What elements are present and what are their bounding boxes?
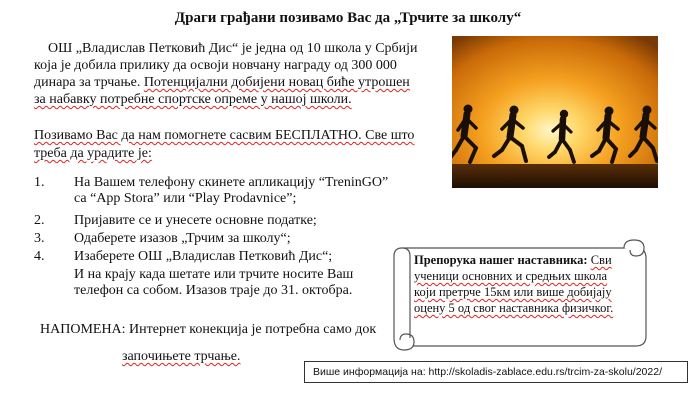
- step-number: 3.: [34, 231, 45, 246]
- recommendation-text-block: [414, 252, 628, 316]
- intro-paragraph: [34, 40, 424, 108]
- invite-paragraph: Позивамо Вас да нам помогнете сасвим БЕСПЛАТНО. Све што треба да урадите је:: [34, 128, 415, 161]
- more-info-box: [304, 361, 688, 383]
- step-number: 2.: [34, 213, 45, 228]
- more-info-link[interactable]: http://skoladis-zablace.edu.rs/trcim-za-skolu/2022/: [428, 366, 662, 378]
- step-text: Пријавите се и унесете основне податке;: [74, 213, 317, 228]
- note-line-1: НАПОМЕНА: Интернет конекција је потребна само док: [40, 322, 377, 337]
- step-text: И на крају када шетате или трчите носите Ваш телефон са собом. Изазов траје до 31. октобра.: [74, 267, 354, 298]
- step-text: На Вашем телефону скинете апликацију “TreninGO” са “App Stora” или “Play Prodavnice”;: [74, 175, 389, 206]
- note-line-2: започињете трчање.: [122, 349, 241, 364]
- recommendation-label: Препорука нашег наставника:: [414, 253, 588, 267]
- runners-photo: [452, 36, 658, 188]
- more-info-label: Више информација на:: [313, 366, 426, 378]
- intro-text-1: ОШ „Владислав Петковић Дис“ је једна од 10 школа у Србији која је добила прилику да освоји новчану награду од 300 000 динара за трчање.: [34, 41, 418, 90]
- recommendation-text: Сви ученици основних и средњих школа који претрче 15км или више добијају оцену 5 од свог наставника физичког.: [414, 253, 614, 315]
- intro-text-2: Потенцијални добијени новац биће утрошен за набавку потребне спортске опреме у нашој школи.: [34, 75, 410, 107]
- step-number: 4.: [34, 249, 45, 264]
- step-text: Одаберете изазов „Трчим за школу“;: [74, 231, 291, 246]
- step-text: Изаберете ОШ „Владислав Петковић Дис“;: [74, 249, 333, 264]
- runners-silhouette-icon: [452, 36, 658, 188]
- page-title: Драги грађани позивамо Вас да „Трчите за школу“: [174, 10, 522, 26]
- step-number: 1.: [34, 175, 45, 190]
